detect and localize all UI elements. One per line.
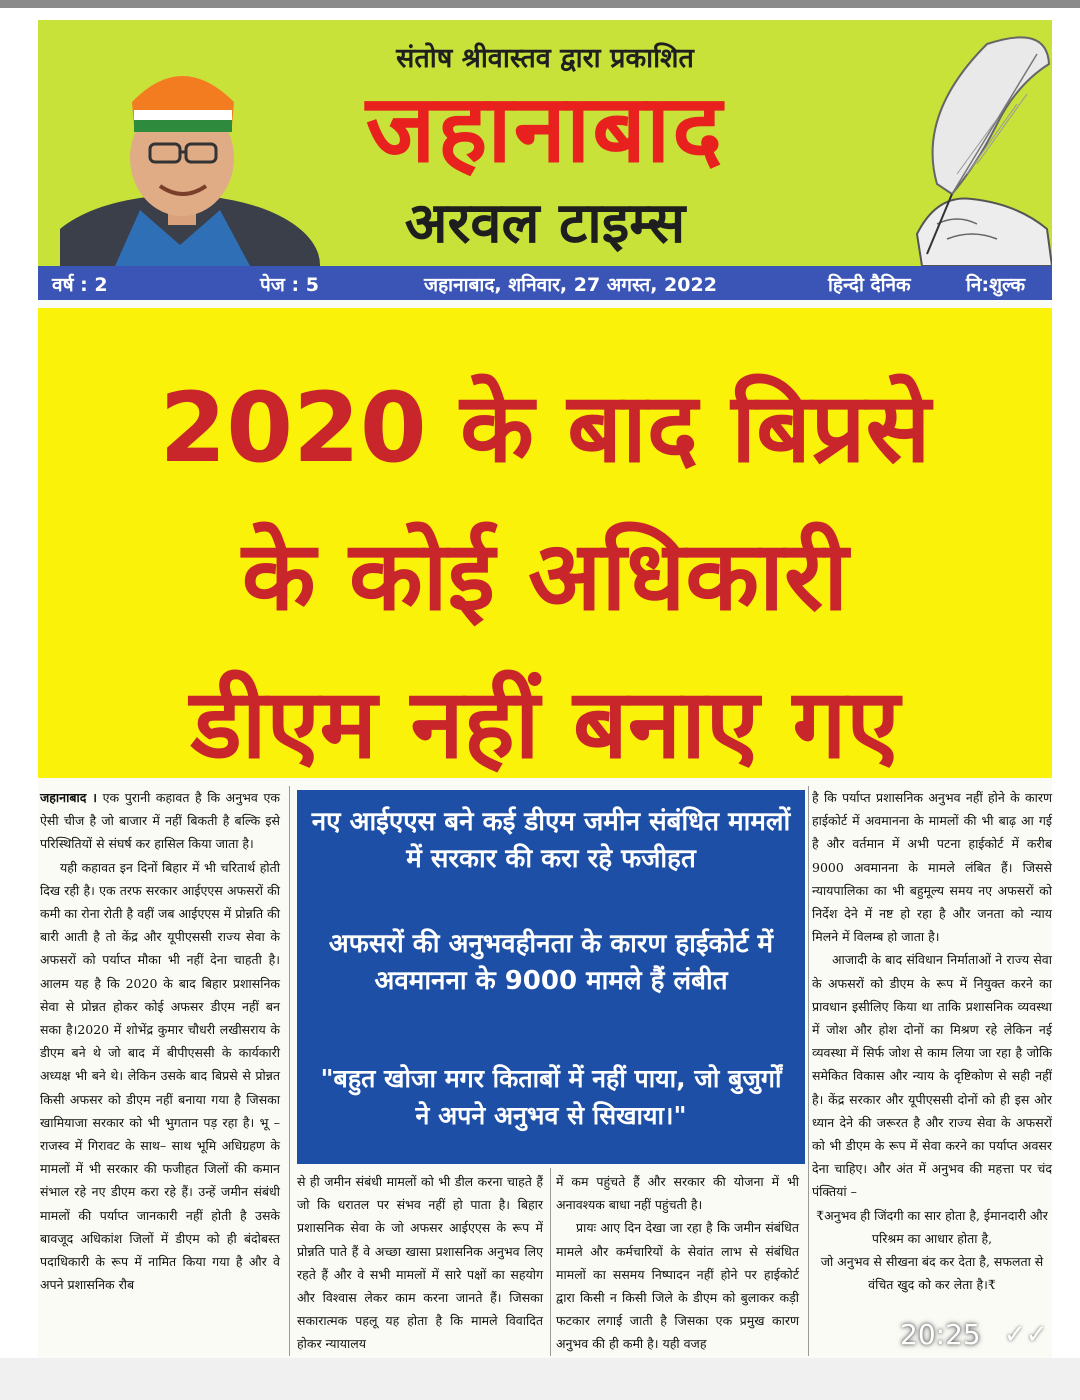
poem-stanza-1: ₹अनुभव ही जिंदगी का सार होता है, ईमानदारी और परिश्रम का आधार होता है, — [816, 1207, 1048, 1246]
column-divider — [808, 786, 809, 1356]
article-column-4 — [812, 786, 1052, 1296]
article-dateline: जहानाबाद । — [40, 790, 98, 805]
article-paragraph: से ही जमीन संबंधी मामलों को भी डील करना चाहते हैं जो कि धरातल पर संभव नहीं हो पाता है। बिहार प्रशासनिक सेवा के जो अफसर आईएएस के रूप में प्रोन्नति पाते हैं वे अच्छा खासा प्रशासनिक अनुभव लिए रहते हैं और वे सभी मामलों में सारे पक्षों का सहयोग और विश्वास लेकर काम करना जानते हैं। जिसका सकारात्मक पहलू यह होता है कि मामले विवादित होकर न्यायालय — [297, 1174, 543, 1352]
bottom-margin — [0, 1358, 1080, 1400]
newspaper-title: जहानाबाद — [365, 75, 725, 184]
read-receipt-icon: ✓✓ — [1004, 1320, 1048, 1350]
column-divider — [289, 786, 290, 1356]
subheadline-box — [297, 790, 805, 1164]
article-paragraph: में कम पहुंचते हैं और सरकार की योजना में भी अनावश्यक बाधा नहीं पहुंचती है। — [556, 1174, 799, 1213]
article-paragraph: एक पुरानी कहावत है कि अनुभव एक ऐसी चीज है जो बाजार में नहीं बिकती है बल्कि इसे परिस्थितियों से संघर्ष कर हासिल किया जाता है। — [40, 790, 280, 852]
paper-type: हिन्दी दैनिक — [828, 274, 911, 296]
article-paragraph: प्रायः आए दिन देखा जा रहा है कि जमीन संबंधित मामले और कर्मचारियों के सेवांत लाभ से संबंधित मामलों का ससमय निष्पादन नहीं होने पर हाईकोर्ट द्वारा किसी न किसी जिले के डीएम को बुलाकर कड़ी फटकार लगाई जाती है जिसका एक प्रमुख कारण अनुभव की ही कमी है। यही वजह — [556, 1220, 799, 1352]
top-edge — [0, 0, 1080, 8]
message-timestamp: 20:25 — [900, 1318, 981, 1351]
price: नि:शुल्क — [966, 274, 1026, 296]
subheadline-1: नए आईएएस बने कई डीएम जमीन संबंधित मामलों में सरकार की करा रहे फजीहत — [311, 807, 791, 874]
issue-year: वर्ष : 2 — [52, 274, 108, 296]
page-number: पेज : 5 — [260, 274, 319, 296]
article-paragraph: यही कहावत इन दिनों बिहार में भी चरितार्थ होती दिख रही है। एक तरफ सरकार आईएएस अफसरों की कमी का रोना रोती है वहीं जब आईएएस में प्रोन्नति की बारी आती है तो केंद्र और यूपीएससी राज्य सेवा के अफसरों को पर्याप्त मौका भी नहीं देना चाहती है। आलम यह है कि 2020 के बाद बिहार प्रशासनिक सेवा से प्रोन्नत होकर कोई अफसर डीएम नहीं बन सका है।2020 में शोभेंद्र कुमार चौधरी लखीसराय के डीएम बने थे जो बाद में बीपीएससी के कार्यकारी अध्यक्ष भी बने थे। लेकिन उसके बाद बिप्रसे से प्रोन्नत किसी अफसर को डीएम नहीं बनाया गया है जिसका खामियाजा सरकार को भी भुगतान पड़ रहा है। भू – राजस्व में गिरावट के साथ– साथ भूमि अधिग्रहण के मामलों में भी सरकार की फजीहत जिलों की कमान संभाल रहे नए डीएम करा रहे हैं। उन्हें जमीन संबंधी मामलों की पर्याप्त जानकारी नहीं होती है उसके बावजूद अधिकांश जिलों में डीएम को ही बंदोबस्त पदाधिकारी के रूप में नामित किया गया है और वे अपने प्रशासनिक रौब — [40, 859, 280, 1293]
article-paragraph: आजादी के बाद संविधान निर्माताओं ने राज्य सेवा के अफसरों को डीएम के रूप में नियुक्त करने का प्रावधान इसीलिए किया था ताकि प्रशासनिक व्यवस्था में जोश और होश दोनों का मिश्रण रहे लेकिन नई व्यवस्था में सिर्फ जोश से काम लिया जा रहा है जोकि समेकित विकास और न्याय के दृष्टिकोण से सही नहीं है। केंद्र सरकार और यूपीएससी दोनों को ही इस ओर ध्यान देने की जरूरत है और राज्य सेवा के अफसरों को भी डीएम के रूप में सेवा करने का पर्याप्त अवसर देना चाहिए। और अंत में अनुभव की महत्ता पर चंद पंक्तियां – — [812, 952, 1052, 1200]
column-divider — [550, 1168, 551, 1356]
issue-info-bar — [38, 266, 1052, 300]
newspaper-subtitle: अरवल टाइम्स — [404, 191, 686, 256]
headline-line-3: डीएम नहीं बनाए गए — [190, 668, 900, 780]
article-column-2 — [297, 1170, 543, 1356]
pull-quote: "बहुत खोजा मगर किताबों में नहीं पाया, जो बुजुर्गों ने अपने अनुभव से सिखाया।" — [320, 1064, 782, 1130]
headline-line-1: 2020 के बाद बिप्रसे — [159, 372, 931, 484]
subheadline-2: अफसरों की अनुभवहीनता के कारण हाईकोर्ट में अवमानना के 9000 मामले हैं लंबीत — [328, 929, 774, 996]
article-paragraph: है कि पर्याप्त प्रशासनिक अनुभव नहीं होने के कारण हाईकोर्ट में अवमानना के मामलों की भी बाढ़ आ गई है और वर्तमान में अभी पटना हाईकोर्ट में करीब 9000 अवमानना के मामले लंबित हैं। जिससे न्यायपालिका का भी बहुमूल्य समय नए अफसरों को निर्देश देने में नष्ट हो रहा है और जनता को न्याय मिलने में विलम्ब हो जाता है। — [812, 790, 1052, 945]
masthead — [38, 20, 1052, 266]
headline-line-2: के कोई अधिकारी — [241, 520, 849, 632]
article-column-1 — [40, 786, 280, 1296]
article-column-3 — [556, 1170, 799, 1356]
publisher-line: संतोष श्रीवास्तव द्वारा प्रकाशित — [396, 43, 694, 74]
poem-stanza-2: जो अनुभव से सीखना बंद कर देता है, सफलता से वंचित खुद को कर लेता है।₹ — [820, 1254, 1044, 1293]
main-headline — [38, 354, 1052, 798]
issue-dateline: जहानाबाद, शनिवार, 27 अगस्त, 2022 — [424, 274, 717, 296]
headline-box — [38, 308, 1052, 778]
